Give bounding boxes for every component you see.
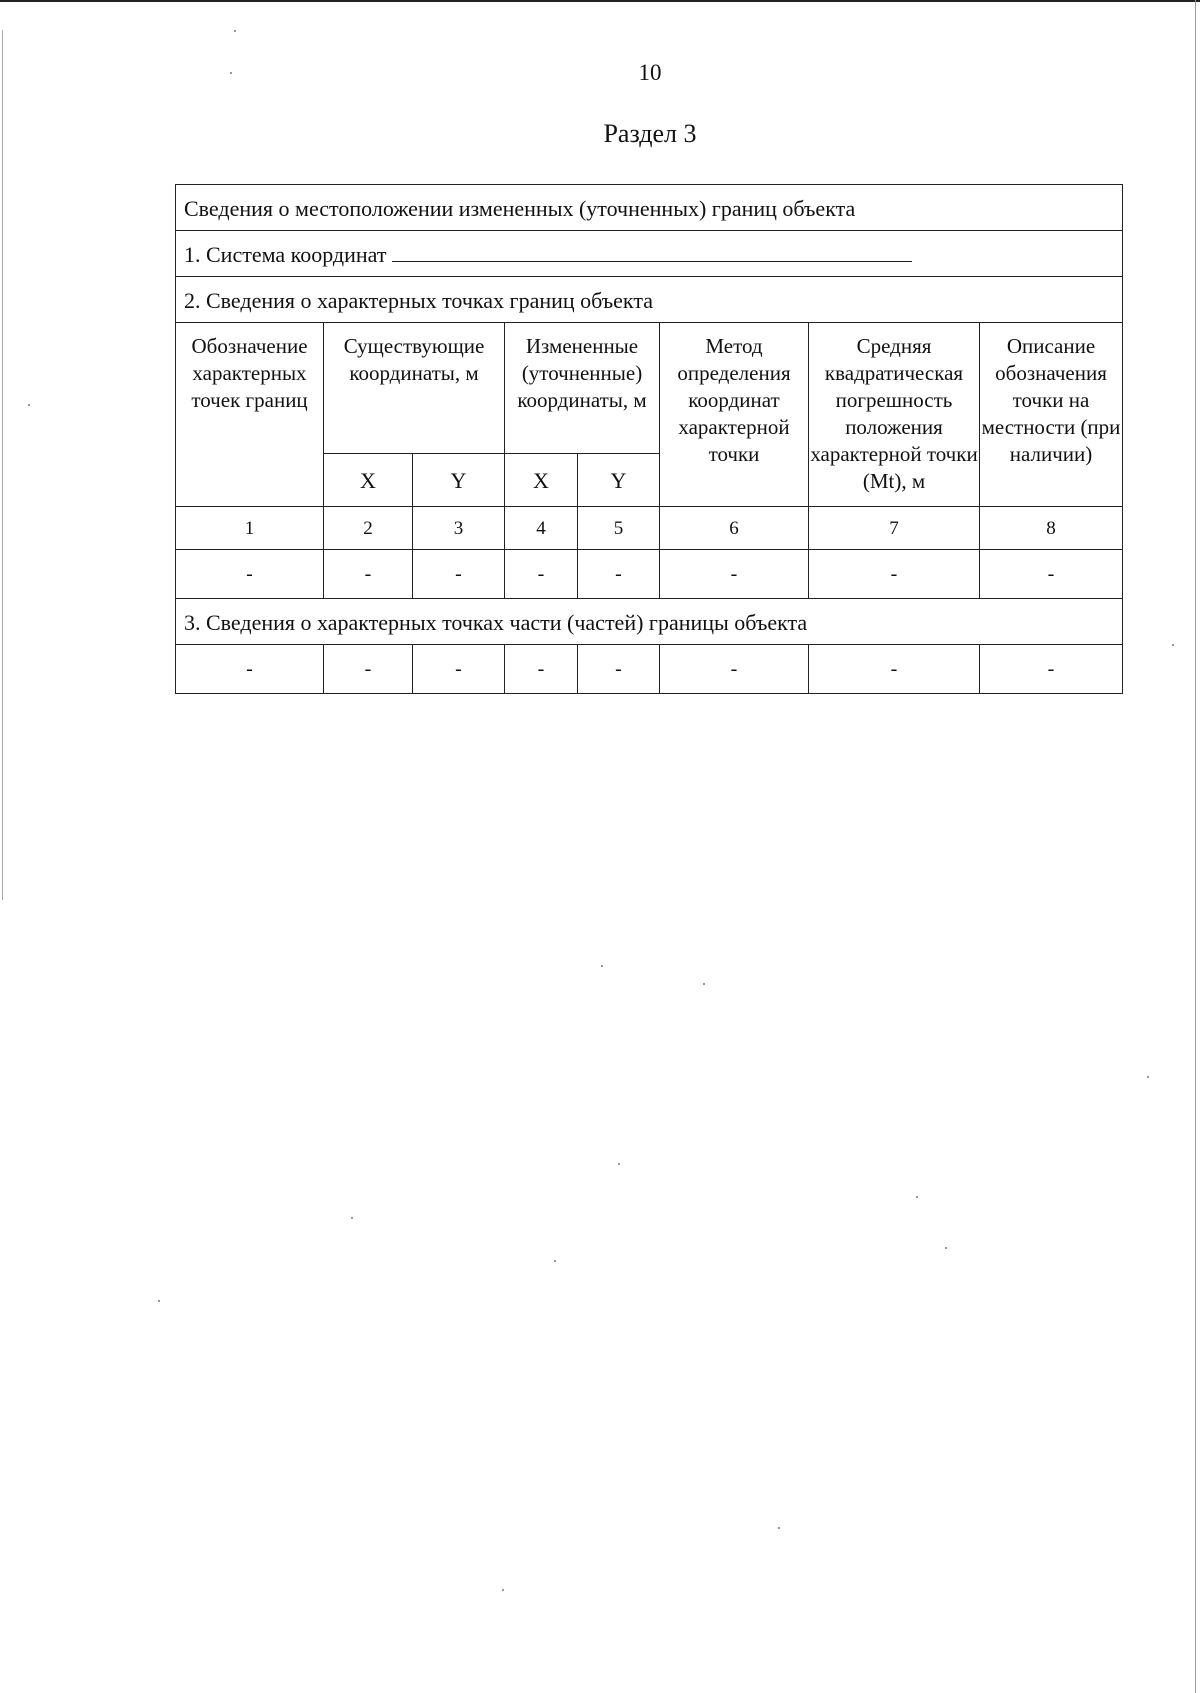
table-cell: - (578, 645, 660, 694)
header-changed-x: X (505, 454, 578, 507)
scan-edge-left (2, 30, 3, 900)
table-cell: - (176, 645, 324, 694)
table-cell: - (505, 645, 578, 694)
scan-speck (502, 1589, 504, 1591)
column-number: 3 (413, 507, 505, 550)
table-title: Сведения о местоположении измененных (уточненных) границ объекта (176, 185, 1123, 231)
section-title: Раздел 3 (603, 119, 697, 148)
scan-speck (916, 1196, 918, 1198)
scan-speck (554, 1260, 556, 1262)
table-cell: - (413, 550, 505, 599)
column-number: 6 (660, 507, 809, 550)
scan-speck (618, 1163, 620, 1165)
boundary-table (175, 184, 1123, 694)
header-method: Метод определения координат характерной точки (660, 323, 809, 507)
scan-speck (1172, 644, 1174, 646)
scan-speck (703, 983, 705, 985)
scan-speck (28, 404, 30, 406)
column-number-row (176, 507, 1123, 550)
page-number: 10 (638, 60, 662, 85)
column-number: 7 (809, 507, 980, 550)
points-section-label: 2. Сведения о характерных точках границ объекта (176, 277, 1123, 323)
parts-section-row (176, 599, 1123, 645)
column-number: 5 (578, 507, 660, 550)
points-section-row (176, 277, 1123, 323)
column-number: 8 (980, 507, 1123, 550)
table-cell: - (809, 550, 980, 599)
table-cell: - (505, 550, 578, 599)
scan-speck (230, 72, 232, 74)
scan-speck (1147, 1076, 1149, 1078)
header-existing-y: Y (413, 454, 505, 507)
table-title-row (176, 185, 1123, 231)
scan-speck (351, 1217, 353, 1219)
scan-speck (945, 1247, 947, 1249)
scan-speck (158, 1300, 160, 1302)
header-description: Описание обозначения точки на местности (при наличии) (980, 323, 1123, 507)
table-cell: - (660, 645, 809, 694)
coord-system-label: 1. Система координат (184, 242, 387, 267)
table-cell: - (578, 550, 660, 599)
header-changed-y: Y (578, 454, 660, 507)
table-cell: - (324, 645, 413, 694)
table-cell: - (809, 645, 980, 694)
header-mean-error: Средняя квадратическая погрешность положения характерной точки (Mt), м (809, 323, 980, 507)
column-number: 2 (324, 507, 413, 550)
table-cell: - (980, 645, 1123, 694)
header-changed-coordinates: Измененные (уточненные) координаты, м (505, 323, 660, 454)
header-existing-x: X (324, 454, 413, 507)
scan-speck (601, 965, 603, 967)
table-cell: - (324, 550, 413, 599)
scan-speck (234, 30, 236, 32)
table-row (176, 550, 1123, 599)
coord-system-row (176, 231, 1123, 277)
parts-section-label: 3. Сведения о характерных точках части (частей) границы объекта (176, 599, 1123, 645)
column-number: 4 (505, 507, 578, 550)
header-point-designation: Обозначение характерных точек границ (176, 323, 324, 507)
column-number: 1 (176, 507, 324, 550)
scan-edge-top (0, 0, 1200, 2)
table-cell: - (980, 550, 1123, 599)
table-cell: - (660, 550, 809, 599)
table-row (176, 645, 1123, 694)
table-cell: - (413, 645, 505, 694)
coord-system-blank-line (392, 241, 912, 262)
table-cell: - (176, 550, 324, 599)
header-row-1 (176, 323, 1123, 454)
scan-edge-right (1195, 0, 1196, 1693)
coord-system-cell (176, 231, 1123, 277)
header-existing-coordinates: Существующие координаты, м (324, 323, 505, 454)
scan-speck (778, 1527, 780, 1529)
